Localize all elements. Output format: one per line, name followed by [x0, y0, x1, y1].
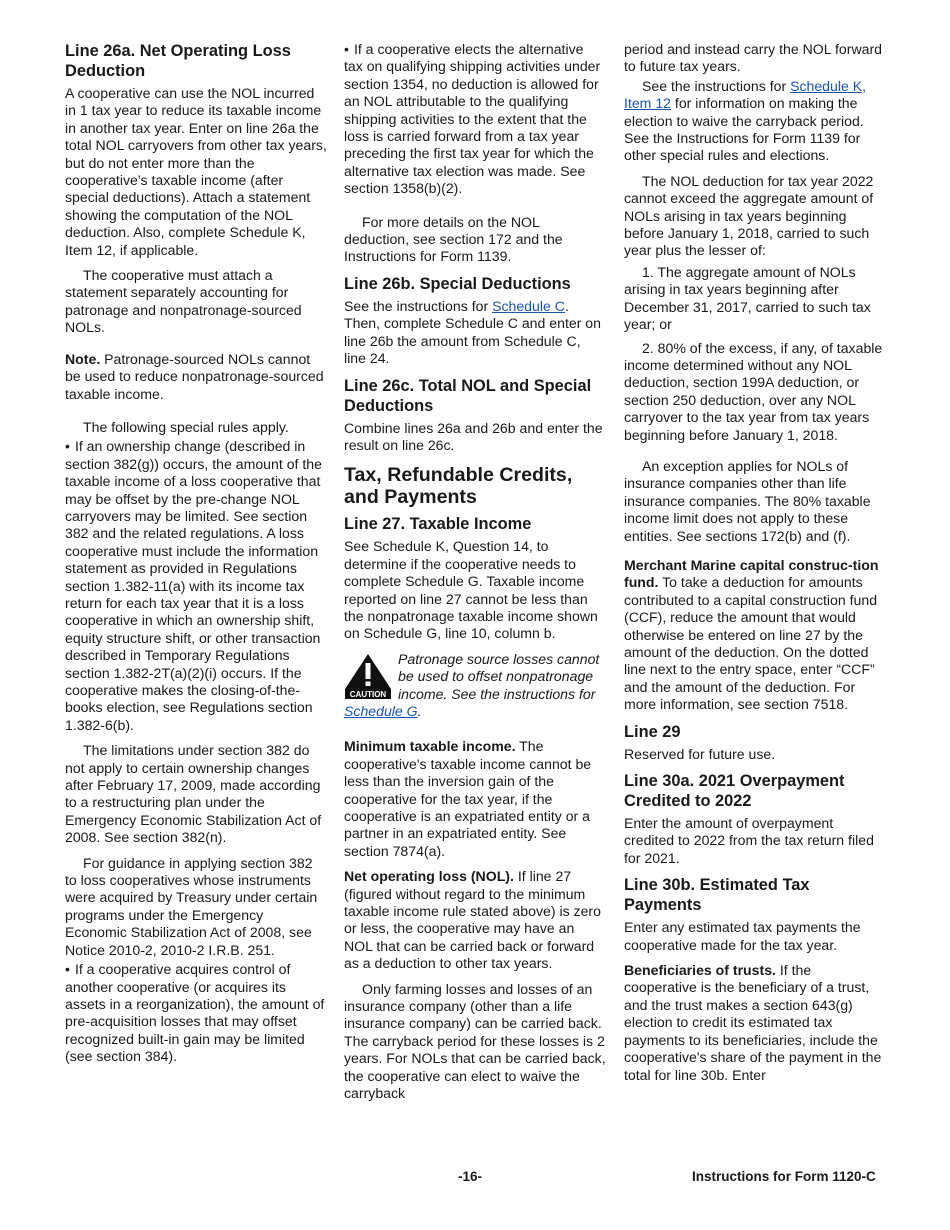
note-label: Note. — [65, 350, 101, 367]
paragraph: Enter the amount of overpayment credited to 2022 from the tax return filed for 2021. — [624, 815, 874, 866]
list-item: 2. 80% of the excess, if any, of taxable income determined without any NOL deduction, section 199A deduction, or section 250 deduction, over any NOL carryover to the tax year from tax years beginning before January 1, 2018. — [624, 339, 883, 443]
paragraph: Combine lines 26a and 26b and enter the result on line 26c. — [344, 419, 603, 453]
text-run: See the instructions for — [344, 297, 493, 314]
schedule-c-link[interactable]: Schedule C — [492, 297, 565, 314]
heading-line-26b: Line 26b. Special Deductions — [344, 274, 571, 293]
paragraph: period and instead carry the NOL forward to future tax years. — [624, 41, 882, 75]
run-in-heading: Beneficiaries of trusts. — [624, 962, 776, 979]
heading-line-27: Line 27. Taxable Income — [344, 515, 532, 534]
text-run: See the instructions for — [642, 77, 791, 94]
text-run: The cooperative's taxable income cannot be less than the inversion gain of the cooperative for the tax year, if the cooperative is an expatriated entity or a partner in an expatriated entity. See section 7874(a). — [344, 738, 592, 859]
text-run: To take a deduction for amounts contributed to a capital construction fund (CCF), reduce the amount that would otherwise be entered on line 27 by the amount of the deduction. On the dotted line next to the entry space, enter “CCF” and the amount of the deduction. For more information, see section 7518. — [624, 574, 878, 713]
page-number: -16- — [458, 1169, 483, 1184]
paragraph — [344, 298, 606, 368]
column-right — [624, 41, 886, 1092]
paragraph — [344, 738, 606, 860]
paragraph: The limitations under section 382 do not apply to certain ownership changes after February 17, 2009, made according to a restructuring plan under the Emergency Economic Stabilization Act of 2008. See section 382(n). — [65, 742, 322, 846]
run-in-heading: Minimum taxable income. — [344, 738, 516, 755]
footer-title: Instructions for Form 1120-C — [692, 1169, 876, 1184]
schedule-k-item-12-link[interactable]: Schedule K, Item 12 — [624, 77, 867, 112]
paragraph: Enter any estimated tax payments the cooperative made for the tax year. — [624, 919, 861, 953]
text-run: . — [417, 702, 422, 719]
paragraph: The cooperative must attach a statement separately accounting for patronage and nonpatronage-sourced NOLs. — [65, 267, 302, 336]
list-item: 1. The aggregate amount of NOLs arising in tax years beginning after December 31, 2017, carried to such tax year; or — [624, 263, 871, 333]
paragraph: The following special rules apply. — [83, 418, 289, 435]
text-run: for information on making the election to waive the carryback period. See the Instructions for Form 1139 for other special rules and elections. — [624, 95, 864, 164]
paragraph: Only farming losses and losses of an insurance company (other than a life insurance company) can be carried back. The carryback period for these losses is 2 years. For NOLs that can be carried back, the cooperative can elect to waive the carryback — [344, 980, 606, 1102]
section-heading: Tax, Refundable Credits, and Payments — [344, 464, 573, 509]
run-in-heading: Merchant Marine capital construc-tion fund. — [624, 556, 879, 591]
caution-text: Patronage source losses cannot be used to offset nonpatronage income. See the instructions for — [398, 650, 600, 702]
bullet-item: • If a cooperative acquires control of another cooperative (or acquires its assets in a reorganization), the amount of pre-acquisition losses that may offset recognized built-in gain may be limited (see section 384). — [65, 961, 327, 1065]
bullet-item: • If a cooperative elects the alternative tax on qualifying shipping activities under section 1354, no deduction is allowed for an NOL attributable to the qualifying shipping activities to the extent that the loss is carried forward from a tax year preceding the first tax year for which the alternative tax election was made. See section 1358(b)(2). — [344, 41, 606, 198]
note-text: Patronage-sourced NOLs cannot be used to reduce nonpatronage-sourced taxable income. — [65, 350, 324, 402]
paragraph: For more details on the NOL deduction, see section 172 and the Instructions for Form 1139. — [344, 213, 563, 265]
paragraph: Reserved for future use. — [624, 745, 776, 762]
schedule-g-link[interactable]: Schedule G — [344, 702, 418, 719]
paragraph — [624, 962, 886, 1084]
paragraph: An exception applies for NOLs of insurance companies other than life insurance companies. The 80% taxable income limit does not apply to these entities. See sections 172(b) and (f). — [624, 457, 871, 544]
text-run: If the cooperative is the beneficiary of a trust, and the trust makes a section 643(g) election to credit its estimated tax payments to its beneficiaries, include the cooperative's share of the payment in the total for line 30b. Enter — [624, 962, 882, 1083]
paragraph: The NOL deduction for tax year 2022 cannot exceed the aggregate amount of NOLs arising in tax years beginning before January 1, 2018, carried to such year plus the lesser of: — [624, 172, 874, 259]
heading-line-26c: Line 26c. Total NOL and Special Deductions — [344, 376, 592, 415]
text-run: If line 27 (figured without regard to the minimum taxable income rule stated above) is zero or less, the cooperative may have an NOL that can be carried back or forward as a deduction to other tax years. — [344, 868, 601, 972]
heading-line-30b: Line 30b. Estimated Tax Payments — [624, 876, 810, 915]
note-paragraph — [65, 351, 327, 403]
paragraph: A cooperative can use the NOL incurred in 1 tax year to reduce its taxable income in another tax year. Enter on line 26a the total NOL carryovers from other tax years, but do not enter more than the cooperative's taxable income (after special deductions). Attach a statement showing the computation of the NOL deduction. Also, complete Schedule K, Item 12, if applicable. — [65, 85, 327, 258]
caution-label: CAUTION — [349, 689, 387, 699]
paragraph — [624, 557, 886, 714]
paragraph — [344, 868, 606, 972]
caution-icon — [344, 653, 392, 699]
heading-line-30a: Line 30a. 2021 Overpayment Credited to 2022 — [624, 772, 845, 811]
run-in-heading: Net operating loss (NOL). — [344, 868, 514, 885]
bullet-item: • If an ownership change (described in section 382(g)) occurs, the amount of the taxable income of a loss cooperative that may be offset by the pre-change NOL carryovers may be limited. See section 382 and the related regulations. A loss cooperative must include the information statement as provided in Regulations section 1.382-11(a) with its income tax return for each tax year that it is a loss cooperative in which an ownership shift, equity structure shift, or other transaction described in Temporary Regulations section 1.382-2T(a)(2)(i) occurs. If the cooperative makes the closing-of-the-books election, see Regulations section 1.382-6(b). — [65, 438, 327, 734]
paragraph: See Schedule K, Question 14, to determine if the cooperative needs to complete Schedule G. Taxable income reported on line 27 cannot be less than the nonpatronage taxable income shown on Schedule G, line 10, column b. — [344, 538, 598, 642]
column-left — [65, 41, 327, 1074]
text-run: . Then, complete Schedule C and enter on line 26b the amount from Schedule C, line 24. — [344, 297, 601, 367]
paragraph — [624, 78, 886, 165]
heading-line-26a: Line 26a. Net Operating Loss Deduction — [65, 42, 291, 80]
heading-line-29: Line 29 — [624, 722, 681, 741]
column-middle — [344, 41, 606, 1111]
caution-box — [344, 651, 606, 721]
paragraph: For guidance in applying section 382 to loss cooperatives whose instruments were acquired by Treasury under certain programs under the Emergency Economic Stabilization Act of 2008, see Notice 2010-2, 2010-2 I.R.B. 251. — [65, 854, 318, 958]
